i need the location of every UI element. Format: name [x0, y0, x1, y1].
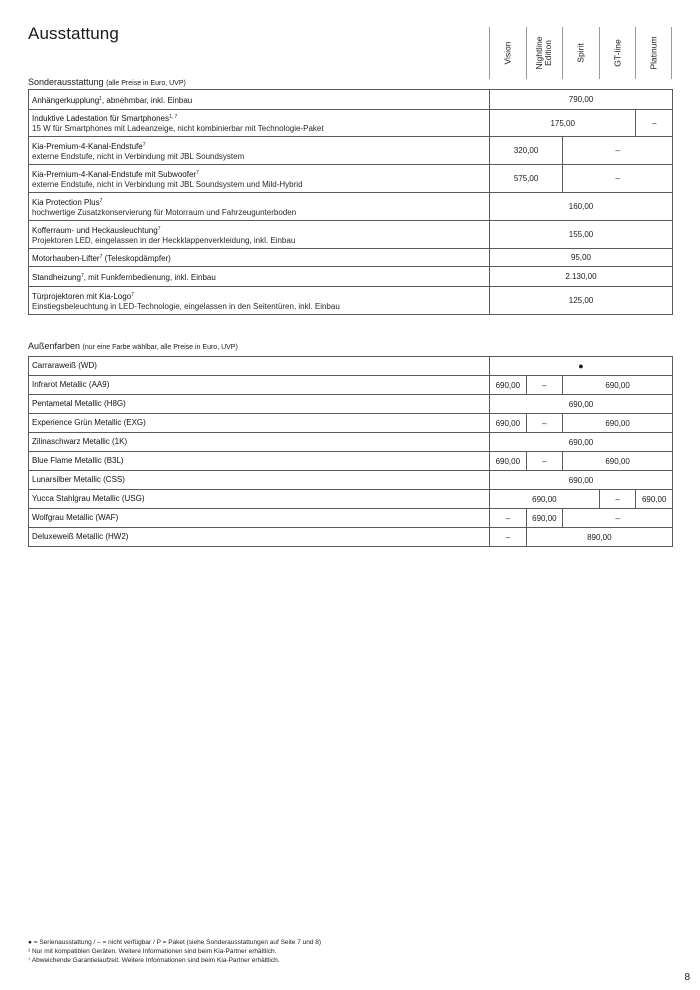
footnote-ref: 7: [99, 197, 103, 204]
item-name: Lunarsilber Metallic (CSS): [32, 475, 125, 484]
footnote-ref: 7: [196, 169, 199, 176]
price-cell: 690,00: [490, 433, 673, 452]
price-cell: 690,00: [563, 414, 673, 433]
trim-label: Platinum: [648, 36, 659, 70]
item-name: Kia Protection Plus: [32, 197, 100, 207]
price-cell: 125,00: [490, 287, 673, 315]
row-name: [29, 452, 490, 471]
item-name: Türprojektoren mit Kia-Logo: [32, 291, 132, 301]
colors-price-table: [28, 356, 673, 547]
colors-section-note: (nur eine Farbe wählbar, alle Preise in Euro, UVP): [82, 344, 238, 351]
table-row: [29, 90, 673, 110]
table-row: [29, 137, 673, 165]
row-name: [29, 287, 490, 315]
table-row: [29, 267, 673, 287]
options-price-table: [28, 89, 673, 315]
trim-column-headers: [489, 27, 672, 79]
legend-line: ¹ Nur mit kompatiblen Geräten. Weitere Informationen sind beim Kia-Partner erhältlich.: [28, 948, 277, 955]
item-name: Pentametal Metallic (H8G): [32, 399, 126, 408]
price-cell: 155,00: [490, 221, 673, 249]
price-cell: 690,00: [490, 471, 673, 490]
price-cell: 790,00: [490, 90, 673, 110]
options-section-note: (alle Preise in Euro, UVP): [106, 80, 186, 87]
footnote-ref: 7: [80, 272, 84, 279]
footnote-ref: 7: [142, 141, 146, 148]
not-available-cell: –: [563, 509, 673, 528]
item-name: Blue Flame Metallic (B3L): [32, 456, 124, 465]
item-name: Zilinaschwarz Metallic (1K): [32, 437, 128, 446]
row-name: [29, 471, 490, 490]
page-number: 8: [684, 972, 690, 983]
price-cell: 690,00: [490, 452, 527, 471]
not-available-cell: –: [526, 376, 563, 395]
item-suffix: (Teleskopdämpfer): [102, 253, 171, 263]
table-row: [29, 165, 673, 193]
item-description: 15 W für Smartphones mit Ladeanzeige, nicht kombinierbar mit Technologie-Paket: [32, 124, 324, 133]
price-cell: 2.130,00: [490, 267, 673, 287]
not-available-cell: –: [599, 490, 636, 509]
table-row: [29, 452, 673, 471]
not-available-cell: –: [563, 137, 673, 165]
price-cell: 320,00: [490, 137, 563, 165]
price-cell: 690,00: [563, 452, 673, 471]
trim-column-1: [526, 27, 563, 79]
price-cell: 690,00: [636, 490, 673, 509]
not-available-cell: –: [526, 452, 563, 471]
not-available-cell: –: [563, 165, 673, 193]
item-name: Wolfgrau Metallic (WAF): [32, 513, 119, 522]
not-available-cell: –: [490, 509, 527, 528]
row-name: [29, 357, 490, 376]
item-name: Standheizung: [32, 272, 81, 282]
trim-label: Spirit: [575, 43, 586, 63]
row-name: [29, 509, 490, 528]
item-description: externe Endstufe, nicht in Verbindung mit JBL Soundsystem: [32, 151, 245, 161]
item-suffix: , mit Funkfernbedienung, inkl. Einbau: [83, 272, 216, 282]
legend-footnotes: [28, 938, 321, 965]
row-name: [29, 528, 490, 547]
price-cell: 690,00: [490, 490, 600, 509]
price-cell: 575,00: [490, 165, 563, 193]
price-cell: 690,00: [490, 376, 527, 395]
item-description: Einstiegsbeleuchtung in LED-Technologie, eingelassen in den Seitentüren, inkl. Einbau: [32, 301, 340, 311]
options-section-label: [28, 77, 186, 87]
legend-line: ⁷ Abweichende Garantielaufzeit. Weitere Informationen sind beim Kia-Partner erhältlich.: [28, 957, 280, 964]
table-row: [29, 528, 673, 547]
item-name: Kia-Premium-4-Kanal-Endstufe mit Subwoofer: [32, 169, 197, 179]
footnote-ref: 7: [99, 253, 103, 260]
item-name: Anhängerkupplung: [32, 95, 100, 105]
footnote-ref: 1: [99, 95, 102, 102]
price-cell: 160,00: [490, 193, 673, 221]
trim-column-2: [562, 27, 599, 79]
footnote-ref: 7: [157, 225, 161, 232]
page-title: Ausstattung: [28, 24, 119, 43]
item-name: Carraraweiß (WD): [32, 361, 97, 370]
row-name: [29, 137, 490, 165]
trim-column-0: [489, 27, 526, 79]
row-name: [29, 490, 490, 509]
trim-column-4: [635, 27, 672, 79]
row-name: [29, 267, 490, 287]
table-row: [29, 433, 673, 452]
price-cell: 690,00: [526, 509, 563, 528]
table-row: [29, 376, 673, 395]
table-row: [29, 414, 673, 433]
row-name: [29, 414, 490, 433]
not-available-cell: –: [636, 110, 673, 137]
item-name: Kia-Premium-4-Kanal-Endstufe: [32, 141, 143, 151]
trim-label: GT-line: [612, 39, 623, 67]
row-name: [29, 249, 490, 267]
item-name: Motorhauben-Lifter: [32, 253, 100, 263]
colors-section-title: Außenfarben: [28, 341, 81, 351]
row-name: [29, 110, 490, 137]
item-name: Induktive Ladestation für Smartphones: [32, 114, 169, 123]
trim-label: Vision: [502, 41, 513, 65]
item-name: Deluxeweiß Metallic (HW2): [32, 532, 129, 541]
table-row: [29, 471, 673, 490]
table-row: [29, 110, 673, 137]
item-name: Infrarot Metallic (AA9): [32, 380, 110, 389]
table-row: [29, 395, 673, 414]
item-suffix: , abnehmbar, inkl. Einbau: [101, 95, 193, 105]
footnote-ref: 7: [131, 291, 134, 298]
not-available-cell: –: [490, 528, 527, 547]
row-name: [29, 221, 490, 249]
trim-label: Nightline Edition: [534, 36, 554, 70]
trim-column-3: [599, 27, 636, 79]
not-available-cell: –: [526, 414, 563, 433]
table-row: [29, 287, 673, 315]
table-row: [29, 490, 673, 509]
table-row: [29, 221, 673, 249]
item-description: hochwertige Zusatzkonservierung für Motorraum und Fahrzeugunterboden: [32, 207, 297, 217]
options-section-title: Sonderausstattung: [28, 77, 104, 87]
standard-dot: ●: [490, 357, 673, 376]
price-cell: 690,00: [563, 376, 673, 395]
legend-line: ● = Serienausstattung / – = nicht verfügbar / P = Paket (siehe Sonderausstattungen auf Seite 7 und 8): [28, 939, 322, 946]
row-name: [29, 395, 490, 414]
item-description: Projektoren LED, eingelassen in der Heckklappenverkleidung, inkl. Einbau: [32, 235, 296, 245]
item-description: externe Endstufe, nicht in Verbindung mit JBL Soundsystem und Mild-Hybrid: [32, 179, 303, 189]
price-cell: 690,00: [490, 395, 673, 414]
table-row: [29, 509, 673, 528]
price-cell: 890,00: [526, 528, 672, 547]
row-name: [29, 193, 490, 221]
table-row: [29, 193, 673, 221]
table-row: [29, 357, 673, 376]
item-name: Kofferraum- und Heckausleuchtung: [32, 225, 158, 235]
colors-section-label: [28, 341, 238, 351]
item-name: Yucca Stahlgrau Metallic (USG): [32, 494, 145, 503]
row-name: [29, 90, 490, 110]
footnote-ref: 1, 7: [168, 114, 178, 120]
price-cell: 690,00: [490, 414, 527, 433]
row-name: [29, 376, 490, 395]
table-row: [29, 249, 673, 267]
item-name: Experience Grün Metallic (EXG): [32, 418, 146, 427]
price-cell: 95,00: [490, 249, 673, 267]
price-cell: 175,00: [490, 110, 636, 137]
row-name: [29, 433, 490, 452]
row-name: [29, 165, 490, 193]
